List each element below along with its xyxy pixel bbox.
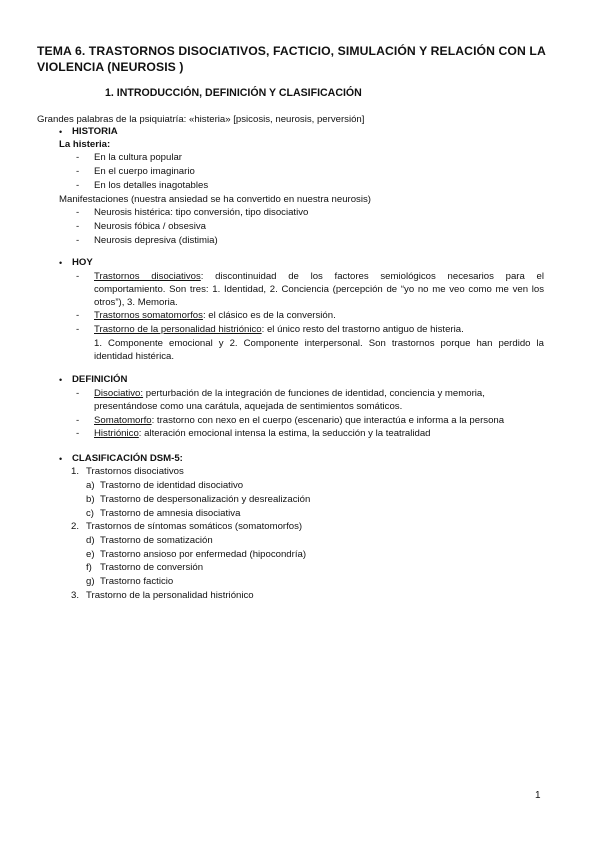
dash-icon: - [76,207,80,218]
dash-icon: - [76,235,80,246]
dash-icon: - [76,388,80,399]
definition-text: : discontinuidad de los factores semiológicos necesarios para el [200,271,544,282]
group-label: Trastornos de síntomas somáticos (somatomorfos) [86,521,303,532]
group-label: Trastorno de la personalidad histriónico [86,590,254,601]
term: Trastorno de la personalidad histriónico [94,324,262,335]
definition-text: : el único resto del trastorno antiguo de histeria. [261,324,464,335]
dash-icon: - [76,415,80,426]
definition-text: 1. Componente emocional y 2. Componente interpersonal. Son trastornos porque han perdido la [94,338,544,349]
item-letter: c) [86,508,94,519]
section-heading: 1. INTRODUCCIÓN, DEFINICIÓN Y CLASIFICACIÓN [105,87,362,99]
bullet-icon: • [59,127,63,137]
term: Histriónico [94,428,139,439]
list-item: Trastorno ansioso por enfermedad (hipocondría) [100,549,307,560]
term: Trastornos somatomorfos [94,310,203,321]
item-letter: d) [86,535,95,546]
dash-icon: - [76,221,80,232]
term: Somatomorfo [94,415,152,426]
definition-text: presentándose como una carátula, aquejada de sentimientos somáticos. [94,401,403,412]
definicion-label: DEFINICIÓN [72,374,128,385]
hoy-item-somatomorfos [94,310,336,322]
definition-text: : el clásico es de la conversión. [202,310,336,321]
list-item: Trastorno de despersonalización y desrealización [100,494,311,505]
list-item: Trastorno de identidad disociativo [100,480,244,491]
item-letter: a) [86,480,95,491]
hoy-item-histrionico [94,324,464,336]
historia-label: HISTORIA [72,126,118,137]
dash-icon: - [76,180,80,191]
dash-icon: - [76,428,80,439]
list-item: En los detalles inagotables [94,180,209,191]
dash-icon: - [76,324,80,335]
hoy-item-histrionico-detail [94,337,544,363]
term: Disociativo: [94,388,144,399]
document-title: TEMA 6. TRASTORNOS DISOCIATIVOS, FACTICIO, SIMULACIÓN Y RELACIÓN CON LA VIOLENCIA (NEUROSIS ) [37,44,546,74]
term: Trastornos disociativos [94,271,201,282]
page-number: 1 [535,790,541,801]
definition-text: : trastorno con nexo en el cuerpo (escenario) que interactúa e informa a la persona [151,415,505,426]
hoy-item-disociativos [94,270,544,309]
dash-icon: - [76,271,80,282]
dash-icon: - [76,152,80,163]
list-item: En el cuerpo imaginario [94,166,195,177]
bullet-icon: • [59,454,63,464]
definicion-item-disociativo [94,388,485,400]
list-item: Trastorno de conversión [100,562,204,573]
list-item: Neurosis histérica: tipo conversión, tipo disociativo [94,207,309,218]
list-item: Neurosis depresiva (distimia) [94,235,218,246]
intro-line: Grandes palabras de la psiquiatría: «histeria» [psicosis, neurosis, perversión] [37,114,365,125]
list-item: En la cultura popular [94,152,182,163]
item-letter: b) [86,494,95,505]
group-number: 1. [71,466,80,477]
definition-text: comportamiento. Son tres: 1. Identidad, 2. Conciencia (percepción de “yo no me veo como me ven los [94,284,544,295]
bullet-icon: • [59,375,63,385]
dash-icon: - [76,166,80,177]
definition-text: perturbación de la integración de funciones de identidad, conciencia y memoria, [143,388,485,399]
list-item: Trastorno facticio [100,576,174,587]
definicion-item-histrionico [94,428,431,440]
dash-icon: - [76,310,80,321]
list-item: Neurosis fóbica / obsesiva [94,221,206,232]
group-number: 3. [71,590,80,601]
item-letter: g) [86,576,95,587]
item-letter: f) [86,562,92,573]
hoy-label: HOY [72,257,93,268]
definicion-item-somatomorfo [94,415,504,427]
list-item: Trastorno de amnesia disociativa [100,508,241,519]
group-label: Trastornos disociativos [86,466,184,477]
list-item: Trastorno de somatización [100,535,213,546]
clasificacion-label: CLASIFICACIÓN DSM-5: [72,453,183,464]
definition-text: otros”), 3. Memoria. [94,297,178,308]
bullet-icon: • [59,258,63,268]
group-number: 2. [71,521,80,532]
histeria-label: La histeria: [59,139,111,150]
manifestaciones-label: Manifestaciones (nuestra ansiedad se ha convertido en nuestra neurosis) [59,194,371,205]
item-letter: e) [86,549,95,560]
definition-text: identidad histérica. [94,351,174,362]
definition-text: : alteración emocional intensa la estima, la seducción y la teatralidad [138,428,431,439]
